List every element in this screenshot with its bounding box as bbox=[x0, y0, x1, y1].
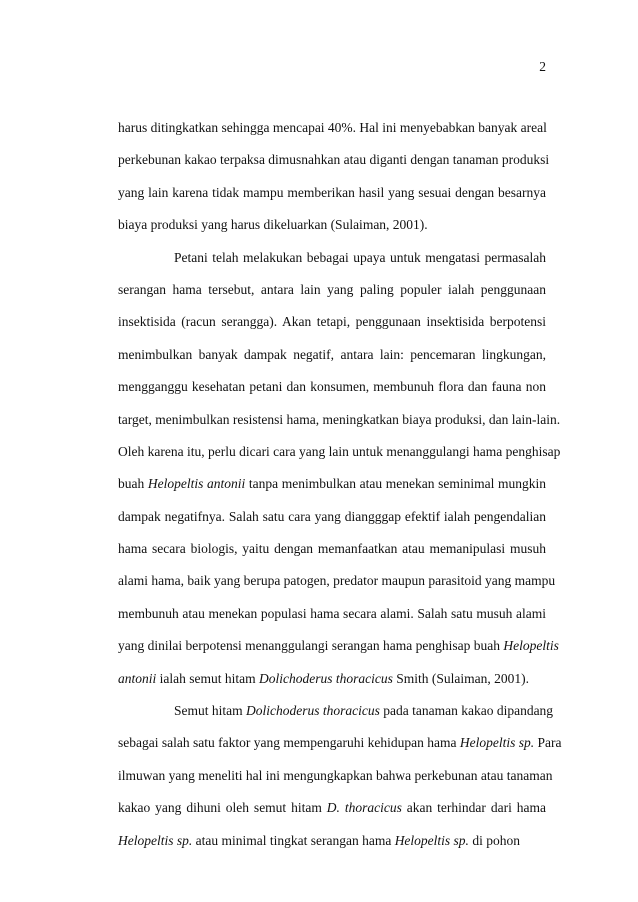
italic-term: Dolichoderus thoracicus bbox=[246, 703, 380, 719]
italic-term: Helopeltis antonii bbox=[147, 476, 246, 492]
text-run: ilmuwan yang meneliti hal ini mengungkapkan bahwa perkebunan atau tanaman bbox=[118, 767, 553, 783]
italic-term: Helopeltis sp. bbox=[459, 735, 535, 751]
text-line bbox=[118, 312, 546, 344]
text-run: dampak negatifnya. Salah satu cara yang diangggap efektif ialah pengendalian bbox=[118, 508, 546, 524]
italic-term: antonii bbox=[118, 670, 157, 686]
text-line bbox=[118, 183, 546, 215]
text-run: harus ditingkatkan sehingga mencapai 40%. Hal ini menyebabkan banyak areal bbox=[118, 120, 547, 135]
text-line bbox=[118, 215, 546, 247]
text-run: biaya produksi yang harus dikeluarkan (Sulaiman, 2001). bbox=[118, 217, 428, 233]
paragraph bbox=[118, 118, 550, 248]
text-run: alami hama, baik yang berupa patogen, predator maupun parasitoid yang mampu bbox=[118, 573, 556, 589]
text-run: akan terhindar dari hama bbox=[401, 800, 546, 816]
paragraph bbox=[118, 701, 562, 863]
text-line bbox=[118, 571, 556, 603]
text-line bbox=[118, 701, 554, 733]
text-run: Petani telah melakukan bebagai upaya untuk mengatasi permasalah bbox=[174, 249, 546, 265]
text-run: Semut hitam bbox=[174, 703, 246, 719]
text-line bbox=[118, 669, 546, 701]
text-line bbox=[118, 798, 546, 830]
text-line bbox=[118, 118, 546, 150]
text-line bbox=[118, 733, 562, 765]
text-run: Smith (Sulaiman, 2001). bbox=[392, 670, 529, 686]
text-run: buah bbox=[118, 476, 148, 492]
text-run: insektisida (racun serangga). Akan tetapi, penggunaan insektisida berpotensi bbox=[118, 314, 546, 330]
text-run: atau minimal tingkat serangan hama bbox=[192, 832, 395, 848]
text-run: serangan hama tersebut, antara lain yang paling populer ialah penggunaan bbox=[118, 281, 546, 297]
text-line bbox=[118, 766, 553, 798]
text-run: kakao yang dihuni oleh semut hitam bbox=[118, 800, 327, 816]
text-run: yang dinilai berpotensi menanggulangi serangan hama penghisap buah bbox=[118, 638, 504, 654]
italic-term: Helopeltis bbox=[503, 638, 559, 654]
text-run: tanpa menimbulkan atau menekan seminimal mungkin bbox=[245, 476, 546, 492]
body-text bbox=[118, 118, 562, 863]
text-run: Para bbox=[534, 735, 562, 751]
text-run: pada tanaman kakao dipandang bbox=[379, 703, 554, 719]
page-number: 2 bbox=[539, 59, 546, 74]
text-line bbox=[118, 248, 546, 280]
text-line bbox=[118, 280, 546, 312]
text-line bbox=[118, 507, 546, 539]
text-run: membunuh atau menekan populasi hama secara alami. Salah satu musuh alami bbox=[118, 605, 546, 621]
text-line bbox=[118, 150, 550, 182]
text-line bbox=[118, 410, 561, 442]
italic-term: Dolichoderus thoracicus bbox=[259, 670, 393, 686]
text-line bbox=[118, 831, 546, 863]
text-line bbox=[118, 345, 546, 377]
text-line bbox=[118, 442, 561, 474]
text-run: hama secara biologis, yaitu dengan memanfaatkan atau memanipulasi musuh bbox=[118, 541, 546, 557]
italic-term: Helopeltis sp. bbox=[118, 832, 193, 848]
text-line bbox=[118, 539, 546, 571]
text-run: mengganggu kesehatan petani dan konsumen, membunuh flora dan fauna non bbox=[118, 379, 546, 395]
paragraph bbox=[118, 248, 561, 701]
text-line bbox=[118, 377, 546, 409]
italic-term: Helopeltis sp. bbox=[394, 832, 469, 848]
text-line bbox=[118, 604, 546, 636]
italic-term: D. thoracicus bbox=[326, 800, 402, 816]
text-run: target, menimbulkan resistensi hama, meningkatkan biaya produksi, dan lain-lain. bbox=[118, 411, 561, 427]
text-run: ialah semut hitam bbox=[156, 670, 259, 686]
text-run: sebagai salah satu faktor yang mempengaruhi kehidupan hama bbox=[118, 735, 460, 751]
text-line bbox=[118, 474, 546, 506]
text-line bbox=[118, 636, 559, 668]
text-run: di pohon bbox=[468, 832, 520, 848]
text-run: Oleh karena itu, perlu dicari cara yang lain untuk menanggulangi hama penghisap bbox=[118, 443, 561, 459]
text-run: menimbulkan banyak dampak negatif, antara lain: pencemaran lingkungan, bbox=[118, 346, 546, 362]
text-run: perkebunan kakao terpaksa dimusnahkan atau diganti dengan tanaman produksi bbox=[118, 152, 550, 168]
text-run: yang lain karena tidak mampu memberikan hasil yang sesuai dengan besarnya bbox=[118, 184, 546, 200]
